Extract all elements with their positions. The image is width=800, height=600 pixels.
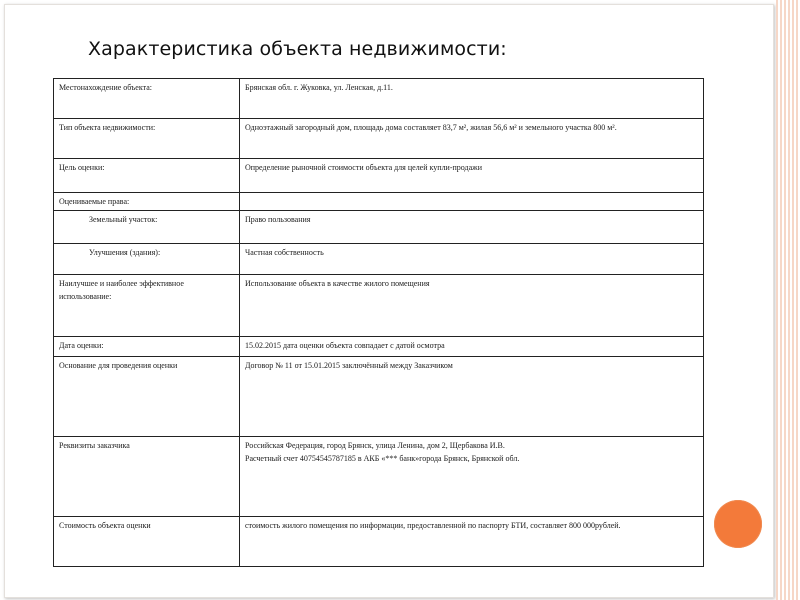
decorative-circle: [714, 500, 762, 548]
row-label: Оцениваемые права:: [54, 193, 240, 211]
row-value: Использование объекта в качестве жилого помещения: [240, 275, 704, 337]
row-label: Местонахождение объекта:: [54, 79, 240, 119]
table-row: [54, 357, 704, 437]
row-label: Тип объекта недвижимости:: [54, 119, 240, 159]
decorative-stripes: [776, 0, 800, 600]
table-row: [54, 517, 704, 567]
row-value: Частная собственность: [240, 244, 704, 275]
row-label: Улучшения (здания):: [54, 244, 240, 275]
row-value: Определение рыночной стоимости объекта для целей купли-продажи: [240, 159, 704, 193]
row-value: Одноэтажный загородный дом, площадь дома составляет 83,7 м², жилая 56,6 м² и земельного участка 800 м².: [240, 119, 704, 159]
table-row: [54, 244, 704, 275]
table-row: [54, 211, 704, 244]
row-label: Земельный участок:: [54, 211, 240, 244]
row-value: стоимость жилого помещения по информации, предоставленной по паспорту БТИ, составляет 800 000рублей.: [240, 517, 704, 567]
row-label: Дата оценки:: [54, 337, 240, 357]
table-row: [54, 337, 704, 357]
row-label: Наилучшее и наиболее эффективное использование:: [54, 275, 240, 337]
row-value: [240, 193, 704, 211]
row-label: Цель оценки:: [54, 159, 240, 193]
row-value: Право пользования: [240, 211, 704, 244]
table-row: [54, 275, 704, 337]
row-label: Основание для проведения оценки: [54, 357, 240, 437]
row-value: [240, 437, 704, 517]
table-row: [54, 159, 704, 193]
row-value: Брянская обл. г. Жуковка, ул. Ленская, д.11.: [240, 79, 704, 119]
row-value: Договор № 11 от 15.01.2015 заключённый между Заказчиком: [240, 357, 704, 437]
customer-details-line: Российская Федерация, город Брянск, улица Ленина, дом 2, Щербакова И.В.: [245, 441, 505, 450]
page-title: Характеристика объекта недвижимости:: [88, 38, 507, 60]
table-row: [54, 437, 704, 517]
row-value: 15.02.2015 дата оценки объекта совпадает с датой осмотра: [240, 337, 704, 357]
bank-account-line: Расчетный счет 40754545787185 в АКБ «*** банк»города Брянск, Брянской обл.: [245, 454, 520, 463]
table-row: [54, 79, 704, 119]
property-info-table: [53, 78, 704, 567]
row-label: Стоимость объекта оценки: [54, 517, 240, 567]
table-row: [54, 119, 704, 159]
table-row: [54, 193, 704, 211]
row-label: Реквизиты заказчика: [54, 437, 240, 517]
